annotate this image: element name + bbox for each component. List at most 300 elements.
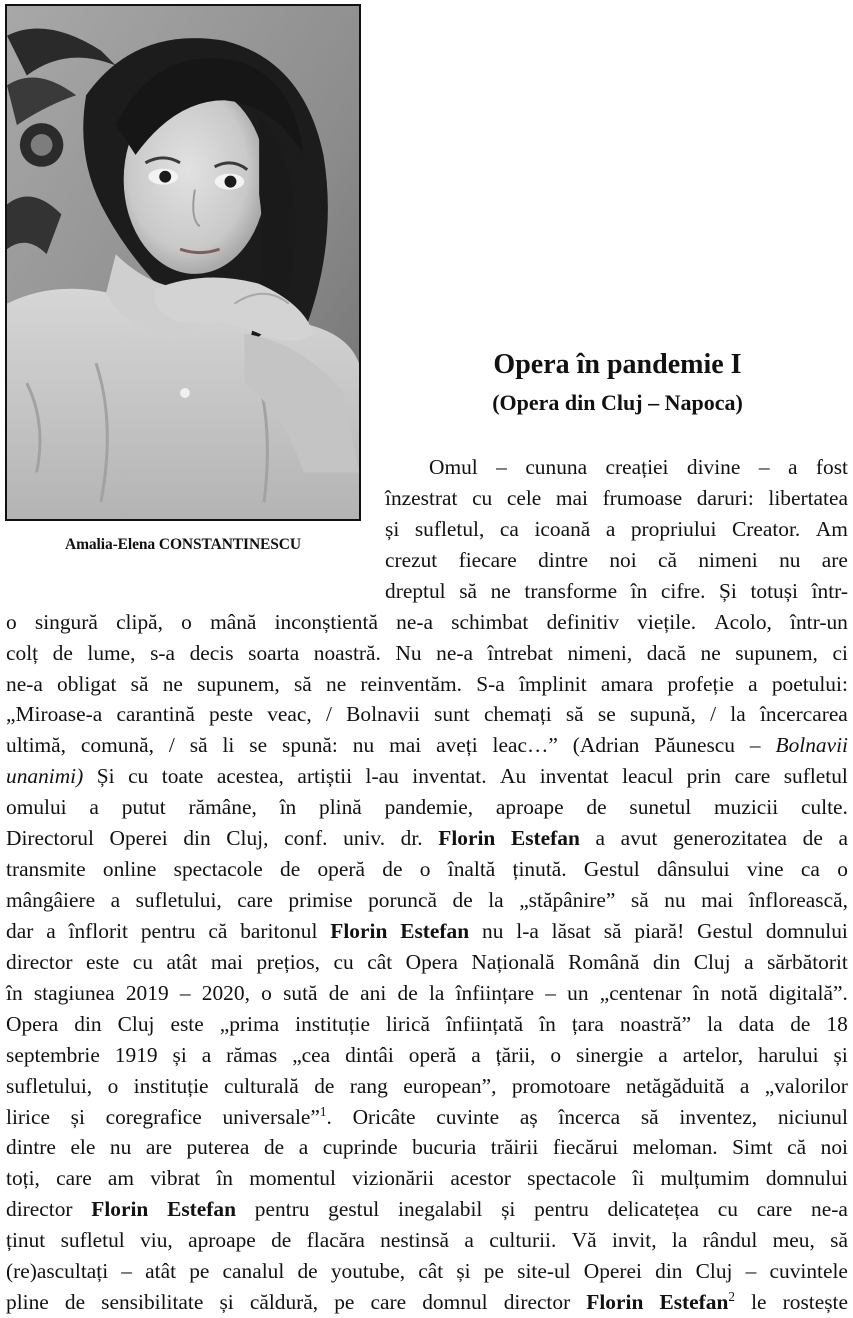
- word: supunem,: [197, 671, 280, 696]
- word: soarta: [248, 640, 300, 665]
- word: să: [603, 918, 622, 943]
- word: acestea,: [216, 764, 284, 789]
- word: Cluj,: [226, 826, 269, 851]
- word: are: [821, 547, 848, 572]
- word: /: [710, 702, 717, 727]
- body-line: [385, 514, 848, 545]
- word: de: [297, 1259, 318, 1284]
- word: sunt: [434, 702, 470, 727]
- word: împlinit: [518, 671, 587, 696]
- word: a: [298, 1135, 309, 1160]
- word: cu: [128, 764, 149, 789]
- word: mai: [701, 888, 734, 913]
- body-line: [6, 1225, 848, 1256]
- word: de: [802, 826, 823, 851]
- word: Păunescu: [654, 733, 735, 758]
- word: și: [833, 1042, 848, 1067]
- word: pline: [6, 1290, 49, 1315]
- author-caption: Amalia-Elena CONSTANTINESCU: [65, 536, 301, 553]
- word: înființată: [445, 1011, 524, 1036]
- word: rândul: [702, 1228, 758, 1253]
- body-line: [385, 452, 848, 483]
- word: domnul: [422, 1290, 488, 1315]
- word: director: [503, 1290, 571, 1315]
- word: clipă,: [116, 609, 163, 634]
- word: frumoase: [602, 485, 683, 510]
- word: care: [370, 1290, 407, 1315]
- word: vizionării: [352, 1166, 435, 1191]
- word: inventez,: [679, 1104, 758, 1129]
- word: leac…”: [492, 733, 558, 758]
- word: atât: [166, 949, 198, 974]
- word: spectacole: [527, 1166, 617, 1191]
- word: Estefan$^2$: [659, 1288, 735, 1315]
- word: supună,: [629, 702, 696, 727]
- word: cele: [506, 485, 542, 510]
- word: din: [74, 1011, 102, 1036]
- word: nestinsă: [380, 1228, 450, 1253]
- word: Creator.: [731, 516, 801, 541]
- word: la: [428, 980, 445, 1005]
- word: conf.: [284, 826, 328, 851]
- word: amara: [600, 671, 654, 696]
- word: (re)ascultați: [6, 1259, 109, 1284]
- word: care: [56, 1166, 92, 1191]
- word: sufletul,: [414, 516, 485, 541]
- word: Cluj: [695, 1259, 733, 1284]
- word: director: [6, 1197, 73, 1222]
- word: în: [539, 1011, 556, 1036]
- word: veac,: [267, 702, 312, 727]
- word: o: [107, 1073, 119, 1098]
- word: de: [280, 857, 301, 882]
- word: să: [459, 578, 478, 603]
- word: Nu: [395, 640, 422, 665]
- word: „centenar: [599, 980, 682, 1005]
- word: lăsat: [551, 918, 591, 943]
- word: a: [787, 455, 798, 479]
- word: reinventăm.: [360, 671, 462, 696]
- word: ani: [360, 980, 387, 1005]
- word: inventat.: [412, 764, 487, 789]
- word: în: [6, 980, 23, 1005]
- word: /: [168, 733, 175, 758]
- word: fost: [815, 455, 848, 479]
- word: din: [183, 826, 211, 851]
- word: profeție: [667, 671, 734, 696]
- word: acestor: [450, 1166, 511, 1191]
- word: într-: [811, 578, 848, 603]
- word: inconștientă: [274, 609, 378, 634]
- word: niciunul: [777, 1104, 848, 1129]
- word: să: [830, 1228, 848, 1253]
- word: aveți: [436, 733, 478, 758]
- word: nu: [482, 918, 504, 943]
- word: omului: [6, 795, 67, 820]
- word: –: [179, 980, 191, 1005]
- word: 1919: [114, 1042, 158, 1067]
- word: atât: [145, 1259, 177, 1284]
- word: încerca: [558, 1104, 621, 1129]
- word: stagiunea: [33, 980, 115, 1005]
- word: Am: [815, 516, 848, 541]
- word: inventat: [539, 764, 609, 789]
- word: aproape: [188, 1228, 256, 1253]
- word: aș: [519, 1104, 538, 1129]
- word: mângâiere: [6, 888, 96, 913]
- word: cuvintele: [769, 1259, 848, 1284]
- word: peste: [209, 702, 253, 727]
- word: decis: [189, 640, 234, 665]
- word: și: [501, 1197, 516, 1222]
- word: rămâne,: [188, 795, 257, 820]
- body-line: [6, 1009, 848, 1040]
- word: a: [89, 795, 99, 820]
- word: daruri:: [696, 485, 754, 510]
- word: cuprinde: [322, 1135, 398, 1160]
- word: de: [790, 1011, 811, 1036]
- word: 2019: [125, 980, 169, 1005]
- word: –: [749, 733, 761, 758]
- word: dintre: [538, 547, 588, 572]
- word: generozitatea: [673, 826, 788, 851]
- word: lirică: [386, 1011, 430, 1036]
- word: care: [734, 764, 771, 789]
- word: online: [102, 857, 157, 882]
- word: divine: [686, 455, 741, 479]
- word: la: [707, 1011, 723, 1036]
- word: a: [201, 1042, 212, 1067]
- word: Cluj: [693, 949, 731, 974]
- word: rămas: [226, 1042, 278, 1067]
- word: țara: [571, 1011, 604, 1036]
- word: ele: [70, 1135, 96, 1160]
- word: care: [237, 888, 273, 913]
- word: operă: [317, 857, 365, 882]
- word: înființare: [455, 980, 535, 1005]
- body-line: [6, 638, 848, 669]
- word: artiștii: [297, 764, 353, 789]
- body-line: [6, 607, 848, 638]
- word: pentru: [534, 1197, 589, 1222]
- word: de: [382, 857, 403, 882]
- word: –: [496, 455, 507, 479]
- word: domnului: [765, 918, 848, 943]
- word: totuși: [750, 578, 798, 603]
- word: prețios,: [256, 949, 321, 974]
- word: a: [739, 1073, 750, 1098]
- body-line: [6, 1163, 848, 1194]
- word: nimeni,: [567, 640, 633, 665]
- word: bucuria: [412, 1135, 477, 1160]
- body-line: [6, 730, 848, 761]
- word: de: [397, 980, 418, 1005]
- word: transforme: [524, 578, 618, 603]
- word: la: [671, 1228, 688, 1253]
- word: prin: [686, 764, 722, 789]
- word: li: [222, 733, 235, 758]
- word: singură: [34, 609, 98, 634]
- body-line: [6, 854, 848, 885]
- word: data: [738, 1011, 775, 1036]
- word: septembrie: [6, 1042, 100, 1067]
- body-line: [6, 1040, 848, 1071]
- word: Română: [568, 949, 640, 974]
- word: din: [655, 1259, 683, 1284]
- word: toți,: [6, 1166, 40, 1191]
- word: noastră”: [619, 1011, 692, 1036]
- word: nimeni: [698, 547, 758, 572]
- word: Florin: [330, 918, 388, 943]
- word: chemați: [483, 702, 552, 727]
- word: „valorilor: [764, 1073, 848, 1098]
- word: este: [86, 949, 120, 974]
- word: notă: [720, 980, 758, 1005]
- word: Estefan: [167, 1197, 236, 1222]
- word: carantină: [116, 702, 195, 727]
- word: a: [471, 1042, 481, 1067]
- article-title: Opera în pandemie I: [493, 349, 742, 380]
- word: mulțumim: [660, 1166, 750, 1191]
- word: Cluj: [117, 1011, 155, 1036]
- word: mai: [389, 733, 422, 758]
- word: de: [263, 1135, 285, 1160]
- word: a: [595, 826, 605, 851]
- body-line: [6, 792, 848, 823]
- word: ținută.: [512, 857, 567, 882]
- article-subtitle: (Opera din Cluj – Napoca): [492, 390, 743, 415]
- body-line: [385, 545, 848, 576]
- word: noi: [820, 1135, 848, 1160]
- word: toate: [161, 764, 204, 789]
- word: Bolnavii: [775, 733, 848, 758]
- word: ca: [499, 516, 519, 541]
- word: crezut: [385, 547, 438, 572]
- word: Oricâte: [352, 1104, 416, 1129]
- word: în: [630, 578, 648, 603]
- word: de: [64, 1290, 86, 1315]
- word: în: [692, 980, 710, 1005]
- word: l-au: [365, 764, 399, 789]
- word: avut: [620, 826, 658, 851]
- body-line: [6, 1071, 848, 1102]
- word: nu: [779, 547, 801, 572]
- word: sinergie: [576, 1042, 644, 1067]
- word: că: [787, 1135, 807, 1160]
- word: întrebat: [487, 640, 553, 665]
- word: univ.: [343, 826, 386, 851]
- word: care: [756, 1197, 793, 1222]
- word: de: [586, 795, 607, 820]
- word: Operei: [583, 1259, 642, 1284]
- word: țării,: [495, 1042, 536, 1067]
- word: cununa: [525, 455, 588, 479]
- word: o: [6, 609, 17, 634]
- word: cuvinte: [436, 1104, 500, 1129]
- word: schimbat: [451, 609, 529, 634]
- word: de: [52, 640, 73, 665]
- word: într-un: [790, 609, 848, 634]
- word: dintre: [6, 1135, 56, 1160]
- word: ne-a: [811, 1197, 848, 1222]
- word: invit,: [611, 1228, 657, 1253]
- word: Omul: [429, 455, 478, 479]
- word: le: [751, 1290, 767, 1315]
- word: european”,: [403, 1073, 497, 1098]
- word: digitală”.: [768, 980, 848, 1005]
- word: să: [293, 671, 312, 696]
- word: poruncă: [368, 888, 437, 913]
- word: de: [314, 1073, 335, 1098]
- word: domnului: [765, 1166, 848, 1191]
- word: 2020,: [201, 980, 250, 1005]
- body-line: [6, 978, 848, 1009]
- word: Bolnavii: [346, 702, 420, 727]
- word: piară!: [634, 918, 685, 943]
- word: harului: [757, 1042, 819, 1067]
- word: în: [279, 795, 297, 820]
- word: căldură,: [249, 1290, 319, 1315]
- body-line: [6, 885, 848, 916]
- footnote-ref: 1: [319, 1103, 327, 1119]
- word: puterea: [186, 1135, 250, 1160]
- word: sufletul: [783, 764, 848, 789]
- word: cât: [367, 949, 393, 974]
- word: 18: [826, 1011, 848, 1036]
- word: un: [567, 980, 589, 1005]
- body-line: [6, 761, 848, 792]
- word: pentru: [140, 918, 196, 943]
- word: momentul: [249, 1166, 336, 1191]
- word: a: [605, 516, 616, 541]
- word: Estefan: [400, 918, 470, 943]
- word: de: [271, 1228, 292, 1253]
- word: rang: [349, 1073, 388, 1098]
- word: flacăra: [306, 1228, 365, 1253]
- word: site-ul: [517, 1259, 571, 1284]
- word: Acolo,: [714, 609, 772, 634]
- word: o: [419, 857, 431, 882]
- word: ne: [326, 671, 347, 696]
- word: și: [70, 1104, 85, 1129]
- word: muzicii: [714, 795, 779, 820]
- word: de: [328, 980, 349, 1005]
- body-line: [6, 916, 848, 947]
- body-line: [385, 483, 848, 514]
- word: universale”$^1$.: [222, 1103, 332, 1129]
- word: creației: [605, 455, 669, 479]
- word: ne: [700, 640, 721, 665]
- word: „prima: [219, 1011, 280, 1036]
- word: că: [208, 918, 228, 943]
- body-line: [6, 699, 848, 730]
- word: spună:: [282, 733, 338, 758]
- body-line: [6, 1256, 848, 1287]
- word: culturii.: [489, 1228, 557, 1253]
- word: să: [189, 733, 208, 758]
- word: artelor,: [682, 1042, 744, 1067]
- word: icoană: [534, 516, 591, 541]
- word: libertatea: [768, 485, 848, 510]
- word: poetului:: [771, 671, 848, 696]
- word: îi: [632, 1166, 645, 1191]
- word: o: [261, 980, 272, 1005]
- word: dar: [6, 918, 34, 943]
- word: o: [181, 609, 192, 634]
- word: să: [565, 702, 584, 727]
- word: Vă: [571, 1228, 597, 1253]
- body-line: [6, 1132, 848, 1163]
- word: să: [130, 671, 149, 696]
- word: trăirii: [490, 1135, 539, 1160]
- word: sunetul: [629, 795, 692, 820]
- word: instituție: [133, 1073, 209, 1098]
- word: a: [748, 671, 758, 696]
- word: noastră.: [313, 640, 381, 665]
- word: încercarea: [759, 702, 848, 727]
- word: ne: [162, 671, 183, 696]
- word: de: [452, 888, 473, 913]
- word: vine: [746, 857, 784, 882]
- word: primise: [288, 888, 353, 913]
- word: ne-a: [6, 671, 43, 696]
- word: Gestul: [583, 857, 640, 882]
- word: fiecare: [458, 547, 517, 572]
- word: cu: [333, 949, 354, 974]
- word: delicatețea: [607, 1197, 699, 1222]
- word: o: [837, 857, 848, 882]
- word: ne-a: [396, 609, 433, 634]
- word: o: [550, 1042, 562, 1067]
- word: a: [110, 888, 121, 913]
- word: și: [385, 516, 400, 541]
- word: sărbătorit: [767, 949, 848, 974]
- word: fiecărui: [552, 1135, 619, 1160]
- word: am: [107, 1166, 135, 1191]
- word: înzestrat: [385, 485, 458, 510]
- word: a: [46, 918, 56, 943]
- word: operă: [408, 1042, 457, 1067]
- word: pe: [483, 1259, 504, 1284]
- word: ținut: [6, 1228, 46, 1253]
- word: cifre.: [660, 578, 706, 603]
- word: rostește: [782, 1290, 848, 1315]
- word: este: [170, 1011, 204, 1036]
- word: lume,: [87, 640, 136, 665]
- word: netăgăduită: [625, 1073, 725, 1098]
- word: „cea: [292, 1042, 331, 1067]
- word: ne: [490, 578, 511, 603]
- body-line: [6, 823, 848, 854]
- word: înflorit: [68, 918, 128, 943]
- word: gestul: [328, 1197, 380, 1222]
- word: canalul: [222, 1259, 285, 1284]
- word: sufletului,: [135, 888, 222, 913]
- word: Și: [719, 578, 737, 603]
- word: Gestul: [697, 918, 754, 943]
- word: pe: [334, 1290, 355, 1315]
- word: putut: [121, 795, 166, 820]
- body-line: [6, 669, 848, 700]
- word: Și: [96, 764, 115, 789]
- word: dr.: [400, 826, 423, 851]
- body-line: [6, 1287, 848, 1318]
- word: dreptul: [385, 578, 446, 603]
- word: înaltă: [447, 857, 496, 882]
- word: colț: [6, 640, 39, 665]
- word: baritonul: [240, 918, 318, 943]
- word: pentru: [254, 1197, 310, 1222]
